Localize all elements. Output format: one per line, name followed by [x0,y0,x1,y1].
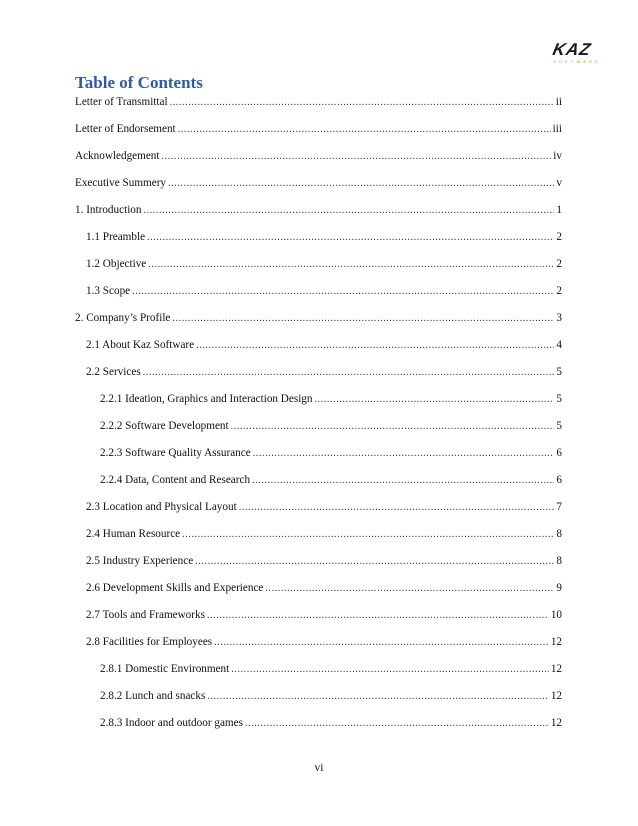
toc-entry[interactable] [75,204,562,217]
toc-dot-leader [195,555,554,568]
toc-entry-page: 4 [556,339,562,351]
toc-entry-page: 5 [556,420,562,432]
toc-entry[interactable] [75,582,562,595]
toc-entry-page: 9 [556,582,562,594]
toc-entry-label: 2.8.3 Indoor and outdoor games [100,717,243,729]
toc-dot-leader [162,150,552,163]
toc-entry[interactable] [75,366,562,379]
toc-entry-label: 2.8.2 Lunch and snacks [100,690,206,702]
toc-dot-leader [196,339,554,352]
toc-entry[interactable] [75,96,562,109]
toc-entry[interactable] [75,663,562,676]
toc-entry-label: 2.8.1 Domestic Environment [100,663,230,675]
toc-dot-leader [132,285,554,298]
toc-entry[interactable] [75,123,562,136]
toc-entry[interactable] [75,501,562,514]
toc-entry-page: v [556,177,562,189]
toc-dot-leader [315,393,555,406]
toc-entry[interactable] [75,285,562,298]
toc-entry-label: Executive Summery [75,177,167,189]
toc-entry-label: 2.6 Development Skills and Experience [86,582,264,594]
toc-dot-leader [245,717,549,730]
toc-entry-page: 5 [556,393,562,405]
toc-entry[interactable] [75,258,562,271]
toc-dot-leader [182,528,554,541]
toc-entry-page: 8 [556,528,562,540]
toc-entry-page: 6 [556,447,562,459]
toc-entry-page: 12 [550,636,562,648]
toc-dot-leader [207,609,549,622]
toc-entry[interactable] [75,177,562,190]
toc-entry-label: 1. Introduction [75,204,142,216]
toc-entry-label: 2.7 Tools and Frameworks [86,609,205,621]
toc-entry-page: 3 [556,312,562,324]
toc-entry[interactable] [75,690,562,703]
toc-dot-leader [231,420,555,433]
toc-dot-leader [168,177,554,190]
toc-entry-page: ii [555,96,562,108]
toc-dot-leader [147,231,554,244]
logo-text: KAZ [551,40,594,59]
toc-entry-page: 7 [556,501,562,513]
toc-dot-leader [172,312,554,325]
toc-dot-leader [265,582,554,595]
toc-entry-label: 2.1 About Kaz Software [86,339,195,351]
toc-entry-page: 2 [556,285,562,297]
toc-entry-page: iv [553,150,562,162]
toc-entry-page: 12 [550,690,562,702]
toc-dot-leader [239,501,555,514]
toc-entry-label: 2.2.2 Software Development [100,420,229,432]
toc-entry-page: 10 [550,609,562,621]
toc-dot-leader [144,204,555,217]
toc-dot-leader [253,447,555,460]
toc-entry[interactable] [75,150,562,163]
toc-entry-label: 2.8 Facilities for Employees [86,636,213,648]
toc-dot-leader [214,636,549,649]
toc-entry-label: 2. Company’s Profile [75,312,171,324]
toc-entry-page: 2 [556,231,562,243]
toc-dot-leader [207,690,548,703]
toc-entry-page: 2 [556,258,562,270]
toc-entry-page: 12 [550,663,562,675]
toc-entry[interactable] [75,474,562,487]
toc-entry-label: Letter of Transmittal [75,96,168,108]
toc-dot-leader [148,258,554,271]
toc-entry-label: 2.4 Human Resource [86,528,181,540]
page-number: vi [314,762,324,774]
toc-entry-page: 12 [550,717,562,729]
toc-title: Table of Contents [75,73,203,92]
toc-entry[interactable] [75,609,562,622]
toc-entry-label: 2.5 Industry Experience [86,555,194,567]
toc-dot-leader [170,96,554,109]
toc-dot-leader [252,474,554,487]
toc-entry[interactable] [75,231,562,244]
toc-dot-leader [143,366,555,379]
toc-entry-label: 1.2 Objective [86,258,147,270]
toc-entry[interactable] [75,393,562,406]
toc-entry-label: 2.2 Services [86,366,141,378]
toc-entry[interactable] [75,447,562,460]
toc-entry-label: 1.1 Preamble [86,231,146,243]
toc-entry[interactable] [75,555,562,568]
toc-entry-page: 1 [556,204,562,216]
toc-entry-page: 5 [556,366,562,378]
toc-entry[interactable] [75,528,562,541]
toc-entry-page: iii [552,123,562,135]
toc-entry-label: 2.2.4 Data, Content and Research [100,474,251,486]
company-logo [553,42,621,64]
toc-entry[interactable] [75,717,562,730]
toc-entry-label: Acknowledgement [75,150,160,162]
toc-entry-label: 2.2.1 Ideation, Graphics and Interaction Design [100,393,313,405]
toc-dot-leader [231,663,549,676]
toc-entry[interactable] [75,339,562,352]
toc-entry-page: 6 [556,474,562,486]
toc-entry-label: 2.2.3 Software Quality Assurance [100,447,251,459]
toc-entry-label: 2.3 Location and Physical Layout [86,501,237,513]
logo-subtext: SOFTWARE [553,59,602,64]
toc-dot-leader [178,123,551,136]
toc-entry[interactable] [75,420,562,433]
toc-entry-label: Letter of Endorsement [75,123,176,135]
toc-entry[interactable] [75,312,562,325]
toc-entry-page: 8 [556,555,562,567]
toc-entry-label: 1.3 Scope [86,285,131,297]
toc-entry[interactable] [75,636,562,649]
